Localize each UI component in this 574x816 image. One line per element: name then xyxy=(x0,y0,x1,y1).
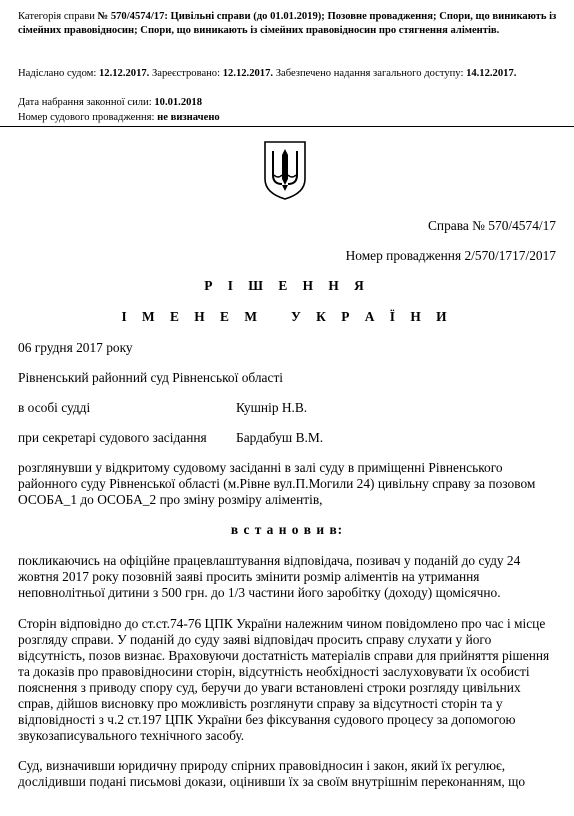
proceeding-label: Номер судового провадження: xyxy=(18,112,155,123)
sent-value: 12.12.2017. xyxy=(98,68,150,79)
proceeding-number: Номер провадження 2/570/1717/2017 xyxy=(345,248,556,263)
category-value: № 570/4574/17: Цивільні справи (до 01.01.2019); Позовне провадження; Спори, що виникають із сімейних правовідносин; Спори, що виникають із сімейних правовідносин про стягнення аліментів. xyxy=(18,11,557,36)
judge-line xyxy=(18,400,556,416)
access-value: 14.12.2017. xyxy=(466,68,517,79)
judge-name: Кушнір Н.В. xyxy=(236,400,308,415)
category-label: Категорія справи xyxy=(18,11,95,22)
secretary-label: при секретарі судового засідання xyxy=(18,430,207,445)
effective-label: Дата набрання законної сили: xyxy=(18,97,152,108)
decision-title: Р І Ш Е Н Н Я xyxy=(204,278,370,293)
paragraph-3: Суд, визначивши юридичну природу спірних правовідносин і закон, який їх регулює, дослідивши подані письмові докази, оцінивши їх за своїм внутрішнім переконанням, що xyxy=(18,758,526,789)
meta-proceeding xyxy=(18,111,558,125)
intro-paragraph: розглянувши у відкритому судовому засіданні в залі суду в приміщенні Рівненського районного суду Рівненської області (м.Рівне вул.П.Могили 24) цивільну справу за позовом ОСОБА_1 до ОСОБА_2 про зміну розміру аліментів, xyxy=(18,460,536,507)
decision-date: 06 грудня 2017 року xyxy=(18,340,133,355)
case-number: Справа № 570/4574/17 xyxy=(428,218,556,233)
secretary-name: Бардабуш В.М. xyxy=(236,430,324,445)
meta-category xyxy=(18,10,558,38)
header-divider xyxy=(0,126,574,127)
access-label: Забезпечено надання загального доступу: xyxy=(275,68,464,79)
decision-subtitle: І М Е Н Е М У К Р А Ї Н И xyxy=(121,309,453,324)
paragraph-2: Сторін відповідно до ст.ст.74-76 ЦПК України належним чином повідомлено про час і місце розгляду справи. У поданій до суду заяві відповідач просить справу слухати у його відсутність, позов визнає. Враховуючи достатність матеріалів справи для прийняття рішення та доказів про правовідносини сторін, відсутність необхідності заслуховувати їх особисті пояснення з приводу спору суд, беручи до уваги встановлені строки розгляду цивільних справ, дійшов висновку про можливість розглянути справу за відсутності сторін та у відповідності з ч.2 ст.197 ЦПК України без фіксування судового процесу за допомогою звукозаписувального технічного засобу. xyxy=(18,616,550,743)
sent-label: Надіслано судом: xyxy=(18,68,97,79)
proceeding-value: не визначено xyxy=(157,112,220,123)
registered-value: 12.12.2017. xyxy=(222,68,274,79)
established-heading: в с т а н о в и в: xyxy=(230,522,344,537)
registered-label: Зареєстровано: xyxy=(151,68,221,79)
meta-effective xyxy=(18,96,558,110)
trident-coat-of-arms-icon xyxy=(262,139,308,201)
paragraph-1: покликаючись на офіційне працевлаштування відповідача, позивач у поданій до суду 24 жовтня 2017 року позовній заяві просить змінити розмір аліментів на утримання неповнолітньої дитини з 500 грн. до 1/3 частини його заробітку (доходу) щомісячно. xyxy=(18,553,521,600)
judge-label: в особі судді xyxy=(18,400,91,415)
meta-dates xyxy=(18,67,558,81)
effective-value: 10.01.2018 xyxy=(154,97,203,108)
court-name: Рівненський районний суд Рівненської області xyxy=(18,370,284,385)
secretary-line xyxy=(18,430,556,446)
